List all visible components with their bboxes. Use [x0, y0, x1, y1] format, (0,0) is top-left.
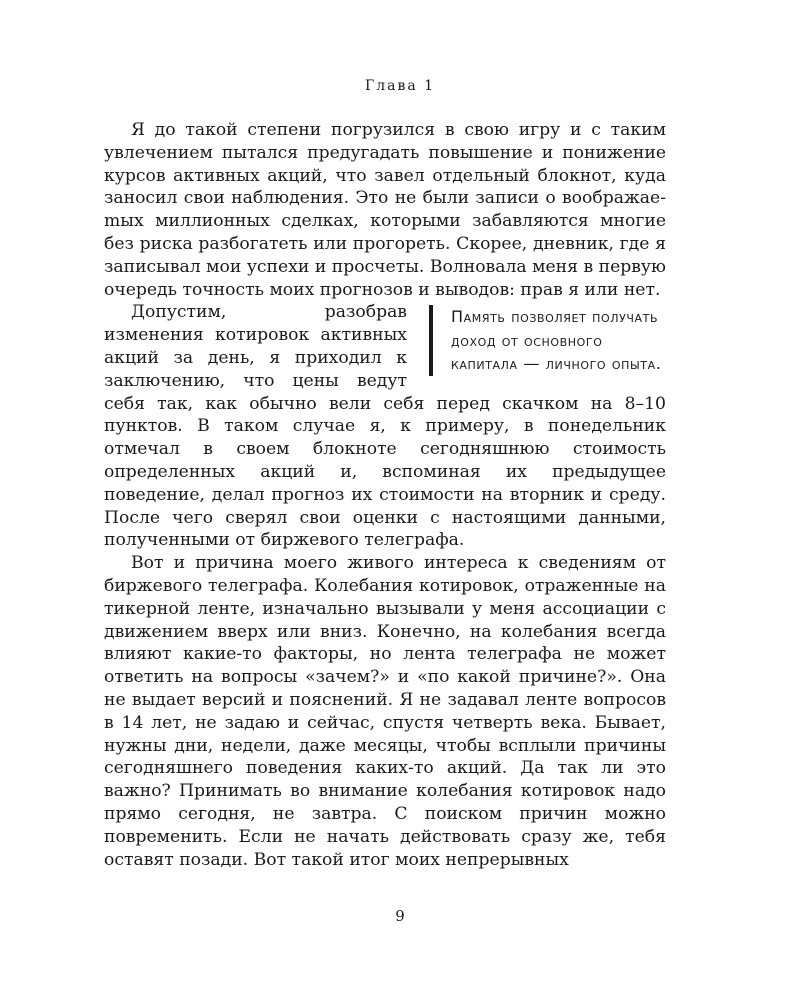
paragraph-3-text: Вот и причина моего живого интереса к сведениям от биржевого телеграфа. Колебания котировок, отраженные на тикерной ленте, изначально вызывали у меня ассоциации с движением вверх или вниз. Конечно, на колебания всегда влияют какие-то факторы, но лента телеграфа не может ответить на вопросы «зачем?» и «по какой причине?». Она не выдает версий и пояснений. Я не задавал ленте вопросов в 14 лет, не задаю и сейчас, спустя четверть века. Бывает, нужны дни, недели, даже месяцы, чтобы всплыли причины сегодняшнего поведения каких-то акций. Да так ли это важно? Принимать во внимание колебания котировок надо прямо сегодня, не завтра. С поиском причин можно повременить. Если не начать действовать сразу же, тебя оставят позади. Вот такой итог моих непрерывных	[104, 553, 666, 870]
paragraph-2	[104, 301, 666, 552]
paragraph-3	[104, 552, 666, 871]
paragraph-1	[104, 119, 666, 301]
body-text	[104, 119, 666, 871]
paragraph-2-text: Допустим, разобрав изменения котировок активных акций за день, я приходил к заключению, что цены ведут себя так, как обычно вели себя перед скачком на 8–10 пунктов. В таком случае я, к примеру, в понедельник отмечал в своем блокноте сегодняшнюю стоимость определенных акций и, вспоминая их предыдущее поведение, делал прогноз их стоимости на вторник и среду. После чего сверял свои оценки с настоящими данными, полученными от биржевого телеграфа.	[104, 302, 666, 551]
paragraph-1-text: Я до такой степени погрузился в свою игру и с таким увлечением пытался предугадать повышение и понижение курсов активных акций, что завел отдельный блокнот, куда заносил свои наблюдения. Это не были записи о воображаеmых миллионных сделках, которыми забавляются многие без риска разбогатеть или прогореть. Скорее, дневник, где я записывал мои успехи и просчеты. Волновала меня в первую очередь точность моих прогнозов и выводов: прав я или нет.	[104, 120, 666, 300]
page-number: 9	[395, 907, 405, 925]
pull-quote: Память позволяет получать доход от основного капитала — личного опыта.	[429, 305, 666, 376]
running-head: Глава 1	[364, 78, 436, 94]
